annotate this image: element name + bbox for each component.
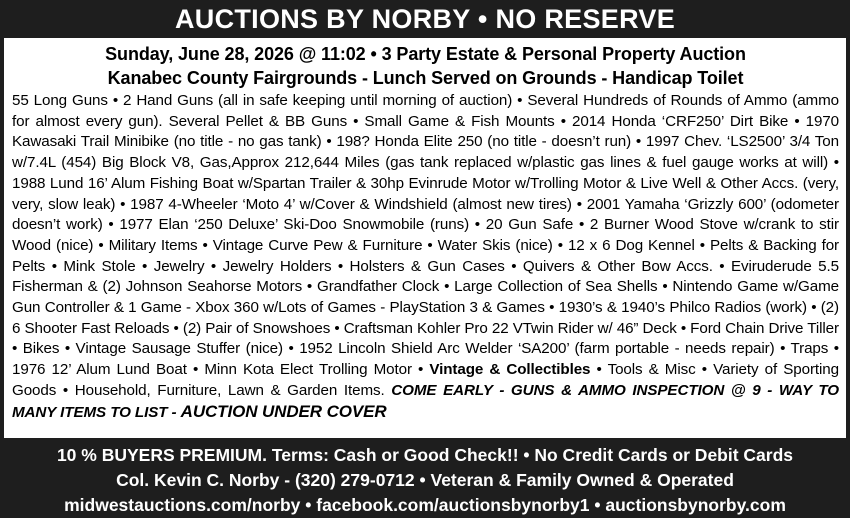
contact-line: Col. Kevin C. Norby - (320) 279-0712 • Veteran & Family Owned & Operated — [116, 470, 734, 490]
ad-title: AUCTIONS BY NORBY • NO RESERVE — [174, 3, 676, 34]
footer — [0, 440, 850, 518]
vintage-collectibles-label: Vintage & Collectibles — [429, 361, 591, 379]
terms-line: 10 % BUYERS PREMIUM. Terms: Cash or Good Check!! • No Credit Cards or Debit Cards — [56, 445, 794, 465]
item-list — [12, 91, 839, 423]
date-headline: Sunday, June 28, 2026 @ 11:02 • 3 Party Estate & Personal Property Auction — [105, 44, 746, 64]
links-line: midwestauctions.com/norby • facebook.com/auctionsbynorby1 • auctionsbynorby.com — [64, 495, 786, 515]
item-list-text: 55 Long Guns • 2 Hand Guns (all in safe keeping until morning of auction) • Several Hundreds of Rounds of Ammo (ammo for almost every gun). Several Pellet & BB Guns • Small Game & Fish Mounts • 2014 Honda ‘CRF250’ Dirt Bike • 1970 Kawasaki Trail Minibike (no title - no gas tank) • 198? Honda Elite 250 (no title - doesn’t run) • 1997 Chev. ‘LS2500’ 3/4 Ton w/7.4L (454) Big Block V8, Gas,Approx 212,644 Miles (gas tank replaced w/plastic gas lines & fuel gauge works at will) • 1988 Lund 16’ Alum Fishing Boat w/Spartan Trailer & 30hp Evinrude Motor w/Trolling Motor & Live Well & Other Accs. (very, very, slow leak) • 1987 4-Wheeler ‘Moto 4’ w/Cover & Windshield (almost new tires) • 2001 Yamaha ‘Grizzly 600’ (odometer doesn’t work) • 1977 Elan ‘250 Deluxe’ Ski-Doo Snowmobile (runs) • 20 Gun Safe • 2 Burner Wood Stove w/crank to stir Wood (nice) • Military Items • Vintage Curve Pew & Furniture • Water Skis (nice) • 12 x 6 Dog Kennel • Pelts & Backing for Pelts • Mink Stole • Jewelry • Jewelry Holders • Holsters & Gun Cases • Quivers & Other Bow Accs. • Eviruderude 5.5 Fisherman & (2) Johnson Seahorse Motors • Grandfather Clock • Large Collection of Sea Shells • Nintendo Game w/Game Gun Controller & 1 Game - Xbox 360 w/Lots of Games - PlayStation 3 & Games • 1930’s & 1940’s Philco Radios (work) • (2) 6 Shooter Fast Reloads • (2) Pair of Snowshoes • Craftsman Kohler Pro 22 VTwin Rider w/ 46” Deck • Ford Chain Drive Tiller • Bikes • Vintage Sausage Stuffer (nice) • 1952 Lincoln Shield Arc Welder ‘SA200’ (farm portable - needs repair) • Traps • 1976 12’ Alum Lund Boat • Minn Kota Elect Trolling Motor • — [12, 92, 839, 379]
item-list-tail: • Tools & Misc • Variety of Sporting Goods • Household, Furniture, Lawn & Garden Items. — [12, 361, 839, 399]
auction-under-cover: AUCTION UNDER COVER — [180, 401, 387, 421]
ad-title-bar — [0, 0, 850, 38]
listing-panel — [4, 38, 846, 438]
come-early-notice: COME EARLY - GUNS & AMMO INSPECTION @ 9 - WAY TO MANY ITEMS TO LIST - — [12, 381, 839, 421]
location-headline: Kanabec County Fairgrounds - Lunch Served on Grounds - Handicap Toilet — [107, 68, 744, 88]
